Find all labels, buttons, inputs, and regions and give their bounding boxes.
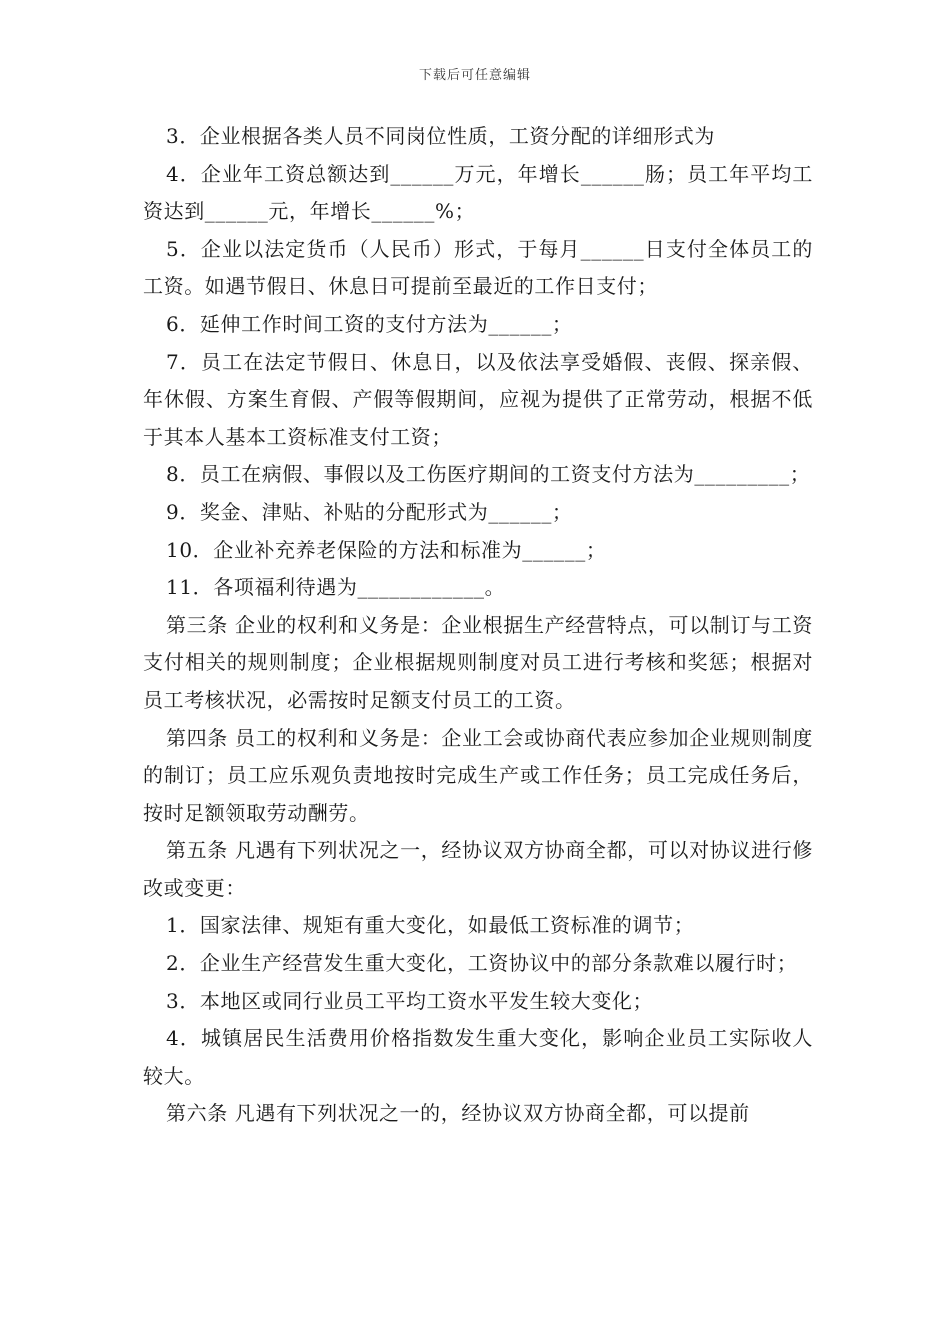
article-5-item-4: 4．城镇居民生活费用价格指数发生重大变化，影响企业员工实际收人较大。: [143, 1026, 813, 1088]
paragraph-item-6: 6．延伸工作时间工资的支付方法为______；: [166, 311, 573, 336]
article-6: 第六条 凡遇有下列状况之一的，经协议双方协商全都，可以提前: [166, 1101, 750, 1126]
article-5-item-3: 3．本地区或同行业员工平均工资水平发生较大变化；: [166, 988, 654, 1013]
paragraph-item-7: 7．员工在法定节假日、休息日，以及依法享受婚假、丧假、探亲假、年休假、方案生育假、产假等假期间，应视为提供了正常劳动，根据不低于其本人基本工资标准支付工资；: [143, 349, 813, 449]
article-4: 第四条 员工的权利和义务是：企业工会或协商代表应参加企业规则制度的制订；员工应乐观负责地按时完成生产或工作任务；员工完成任务后，按时足额领取劳动酬劳。: [143, 725, 813, 825]
paragraph-item-11: 11．各项福利待遇为____________。: [166, 575, 506, 600]
article-3: 第三条 企业的权利和义务是：企业根据生产经营特点，可以制订与工资支付相关的规则制度；企业根据规则制度对员工进行考核和奖惩；根据对员工考核状况，必需按时足额支付员工的工资。: [143, 612, 813, 712]
article-5-item-2: 2．企业生产经营发生重大变化，工资协议中的部分条款难以履行时；: [166, 951, 798, 976]
document-body: [143, 118, 813, 1133]
article-5-item-1: 1．国家法律、规矩有重大变化，如最低工资标准的调节；: [166, 913, 695, 938]
article-5: 第五条 凡遇有下列状况之一，经协议双方协商全都，可以对协议进行修改或变更：: [143, 838, 813, 900]
paragraph-item-8: 8．员工在病假、事假以及工伤医疗期间的工资支付方法为_________；: [166, 462, 811, 487]
paragraph-item-9: 9．奖金、津贴、补贴的分配形式为______；: [166, 499, 573, 524]
paragraph-item-3: 3．企业根据各类人员不同岗位性质，工资分配的详细形式为: [166, 124, 715, 148]
paragraph-item-4: 4．企业年工资总额达到______万元，年增长______肠；员工年平均工资达到______元，年增长______%；: [143, 161, 813, 224]
paragraph-item-5: 5．企业以法定货币（人民币）形式，于每月______日支付全体员工的工资。如遇节假日、休息日可提前至最近的工作日支付；: [143, 236, 813, 299]
page-header: 下载后可任意编辑: [418, 68, 531, 83]
paragraph-item-10: 10．企业补充养老保险的方法和标准为______；: [166, 537, 607, 562]
